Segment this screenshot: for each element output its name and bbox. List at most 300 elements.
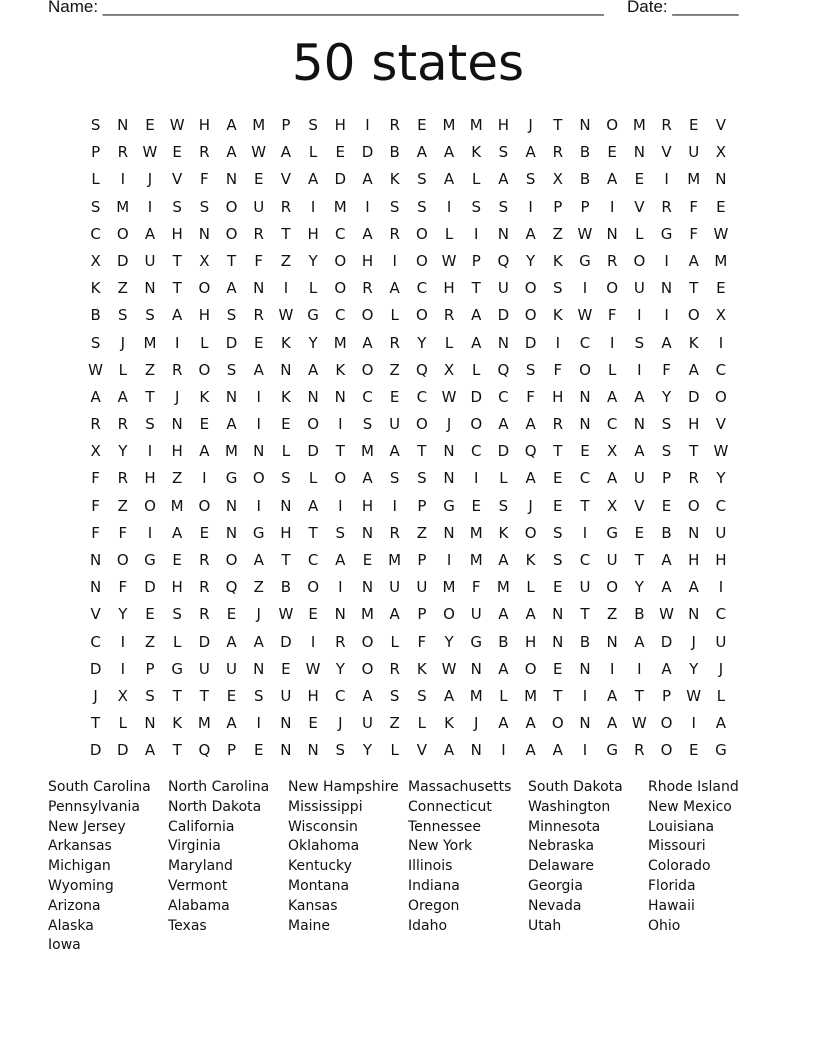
grid-letter[interactable]: N — [280, 741, 292, 760]
grid-letter[interactable]: O — [660, 741, 673, 760]
grid-letter[interactable]: G — [579, 251, 591, 270]
grid-letter[interactable]: A — [443, 741, 455, 760]
grid-letter[interactable]: A — [172, 523, 183, 542]
grid-letter[interactable]: I — [120, 632, 125, 651]
grid-letter[interactable]: E — [199, 523, 210, 542]
grid-letter[interactable]: A — [471, 306, 482, 325]
grid-letter[interactable]: Y — [526, 251, 536, 270]
grid-letter[interactable]: E — [226, 686, 237, 705]
grid-letter[interactable]: A — [661, 551, 672, 569]
grid-letter[interactable]: S — [498, 496, 509, 515]
grid-letter[interactable]: I — [310, 632, 316, 651]
grid-letter[interactable]: U — [389, 578, 401, 597]
grid-letter[interactable]: I — [120, 659, 125, 678]
grid-letter[interactable]: T — [689, 442, 699, 461]
grid-letter[interactable]: N — [198, 224, 210, 243]
grid-letter[interactable]: Y — [308, 333, 318, 352]
grid-letter[interactable]: A — [525, 415, 536, 434]
grid-letter[interactable]: S — [226, 306, 237, 325]
grid-letter[interactable]: P — [417, 605, 427, 624]
grid-letter[interactable]: A — [307, 170, 319, 189]
grid-letter[interactable]: A — [307, 360, 319, 379]
grid-letter[interactable]: A — [498, 415, 509, 434]
grid-letter[interactable]: N — [633, 415, 645, 434]
grid-letter[interactable]: Z — [389, 714, 400, 733]
grid-letter[interactable]: H — [334, 116, 346, 134]
grid-letter[interactable]: C — [579, 333, 591, 352]
grid-letter[interactable]: K — [471, 143, 482, 162]
grid-letter[interactable]: O — [443, 605, 455, 624]
grid-letter[interactable]: A — [226, 415, 237, 434]
grid-letter[interactable]: T — [553, 686, 563, 705]
grid-letter[interactable]: N — [307, 741, 319, 760]
grid-letter[interactable]: D — [144, 578, 156, 597]
grid-letter[interactable]: F — [526, 387, 535, 406]
grid-letter[interactable]: M — [524, 686, 538, 705]
grid-letter[interactable]: I — [528, 197, 533, 216]
grid-letter[interactable]: T — [281, 551, 291, 569]
grid-letter[interactable]: R — [199, 605, 210, 624]
grid-letter[interactable]: D — [198, 632, 211, 651]
grid-letter[interactable]: E — [281, 659, 291, 678]
grid-letter[interactable]: T — [580, 605, 590, 624]
grid-letter[interactable]: N — [688, 605, 700, 624]
grid-letter[interactable]: P — [662, 686, 672, 705]
grid-letter[interactable]: M — [469, 551, 483, 569]
grid-letter[interactable]: O — [334, 279, 347, 298]
grid-letter[interactable]: N — [633, 143, 645, 162]
grid-letter[interactable]: I — [147, 197, 153, 216]
grid-letter[interactable]: A — [634, 632, 645, 651]
grid-letter[interactable]: I — [147, 442, 153, 461]
grid-letter[interactable]: S — [634, 333, 645, 352]
grid-letter[interactable]: O — [361, 659, 374, 678]
grid-letter[interactable]: A — [498, 659, 509, 678]
grid-letter[interactable]: P — [417, 551, 427, 569]
grid-letter[interactable]: A — [362, 224, 373, 243]
grid-letter[interactable]: E — [607, 143, 617, 162]
grid-letter[interactable]: U — [389, 415, 401, 434]
grid-letter[interactable]: A — [389, 605, 400, 624]
grid-letter[interactable]: I — [609, 659, 615, 678]
grid-letter[interactable]: A — [607, 686, 618, 705]
grid-letter[interactable]: T — [281, 224, 291, 243]
grid-letter[interactable]: K — [280, 387, 291, 406]
grid-letter[interactable]: K — [280, 333, 291, 352]
grid-letter[interactable]: M — [469, 523, 483, 542]
grid-letter[interactable]: N — [606, 224, 618, 243]
grid-letter[interactable]: T — [199, 686, 209, 705]
grid-letter[interactable]: N — [334, 605, 346, 624]
grid-letter[interactable]: U — [497, 279, 509, 298]
grid-letter[interactable]: B — [579, 143, 591, 162]
grid-letter[interactable]: S — [525, 170, 536, 189]
grid-letter[interactable]: M — [469, 116, 483, 134]
grid-letter[interactable]: C — [362, 387, 373, 406]
grid-letter[interactable]: F — [553, 360, 563, 379]
grid-letter[interactable]: W — [305, 659, 321, 678]
grid-letter[interactable]: F — [689, 224, 699, 243]
grid-letter[interactable]: O — [524, 659, 537, 678]
grid-letter[interactable]: N — [117, 116, 129, 134]
grid-letter[interactable]: W — [713, 224, 729, 243]
grid-letter[interactable]: K — [525, 551, 536, 569]
grid-letter[interactable]: V — [715, 415, 727, 434]
grid-letter[interactable]: U — [606, 551, 618, 569]
grid-letter[interactable]: C — [715, 605, 727, 624]
grid-letter[interactable]: S — [498, 143, 509, 162]
grid-letter[interactable]: G — [715, 741, 727, 760]
grid-letter[interactable]: A — [498, 605, 509, 624]
grid-letter[interactable]: M — [496, 578, 510, 597]
grid-letter[interactable]: U — [470, 605, 482, 624]
grid-letter[interactable]: C — [470, 442, 482, 461]
grid-letter[interactable]: N — [443, 523, 455, 542]
grid-letter[interactable]: I — [664, 170, 669, 189]
grid-letter[interactable]: H — [171, 224, 183, 243]
grid-letter[interactable]: L — [499, 469, 508, 488]
grid-letter[interactable]: R — [389, 224, 400, 243]
grid-letter[interactable]: K — [389, 170, 400, 189]
grid-letter[interactable]: X — [90, 251, 101, 270]
grid-letter[interactable]: O — [606, 578, 619, 597]
grid-letter[interactable]: A — [634, 442, 645, 461]
grid-letter[interactable]: H — [361, 496, 374, 515]
grid-letter[interactable]: F — [91, 469, 100, 488]
grid-letter[interactable]: B — [634, 605, 645, 624]
grid-letter[interactable]: R — [552, 415, 563, 434]
grid-letter[interactable]: N — [225, 523, 238, 542]
grid-letter[interactable]: I — [582, 686, 588, 705]
grid-letter[interactable]: J — [446, 415, 452, 434]
grid-letter[interactable]: O — [144, 496, 156, 515]
grid-letter[interactable]: M — [714, 251, 728, 270]
grid-letter[interactable]: U — [253, 197, 265, 216]
grid-letter[interactable]: Y — [335, 659, 345, 678]
grid-letter[interactable]: N — [443, 442, 455, 461]
grid-letter[interactable]: M — [442, 578, 456, 597]
grid-letter[interactable]: E — [688, 741, 699, 760]
grid-letter[interactable]: O — [660, 714, 673, 733]
grid-letter[interactable]: S — [172, 197, 182, 216]
grid-letter[interactable]: H — [144, 469, 156, 488]
grid-letter[interactable]: A — [144, 741, 156, 760]
grid-letter[interactable]: S — [389, 686, 400, 705]
grid-letter[interactable]: J — [338, 714, 343, 733]
grid-letter[interactable]: I — [609, 197, 615, 216]
grid-letter[interactable]: G — [606, 523, 618, 542]
grid-letter[interactable]: A — [389, 442, 400, 461]
grid-letter[interactable]: Z — [416, 523, 427, 542]
grid-letter[interactable]: A — [525, 741, 536, 760]
grid-letter[interactable]: H — [524, 632, 537, 651]
grid-letter[interactable]: S — [362, 415, 373, 434]
grid-letter[interactable]: A — [280, 143, 292, 162]
grid-letter[interactable]: R — [199, 143, 210, 162]
grid-letter[interactable]: Z — [144, 632, 156, 651]
grid-letter[interactable]: R — [117, 415, 128, 434]
grid-letter[interactable]: W — [577, 306, 593, 325]
grid-letter[interactable]: B — [579, 632, 591, 651]
grid-letter[interactable]: C — [715, 360, 727, 379]
grid-letter[interactable]: O — [198, 279, 211, 298]
grid-letter[interactable]: S — [389, 469, 400, 488]
grid-letter[interactable]: N — [470, 741, 482, 760]
grid-letter[interactable]: Z — [607, 605, 618, 624]
grid-letter[interactable]: S — [145, 686, 155, 705]
grid-letter[interactable]: K — [444, 714, 454, 733]
grid-letter[interactable]: R — [117, 469, 128, 488]
grid-letter[interactable]: S — [90, 116, 101, 134]
grid-letter[interactable]: R — [90, 415, 101, 434]
grid-letter[interactable]: R — [117, 143, 128, 162]
grid-letter[interactable]: V — [172, 170, 183, 189]
grid-letter[interactable]: E — [226, 605, 237, 624]
grid-letter[interactable]: S — [118, 306, 128, 325]
grid-letter[interactable]: F — [607, 306, 617, 325]
grid-letter[interactable]: E — [417, 116, 427, 134]
grid-letter[interactable]: J — [528, 496, 533, 515]
grid-letter[interactable]: A — [226, 279, 237, 298]
grid-letter[interactable]: L — [472, 170, 481, 189]
grid-letter[interactable]: U — [715, 523, 727, 542]
grid-letter[interactable]: E — [580, 442, 590, 461]
grid-letter[interactable]: D — [497, 306, 510, 325]
grid-letter[interactable]: Y — [308, 251, 318, 270]
grid-letter[interactable]: L — [472, 360, 481, 379]
grid-letter[interactable]: E — [145, 116, 155, 134]
grid-letter[interactable]: W — [88, 360, 104, 379]
grid-letter[interactable]: O — [225, 197, 238, 216]
grid-letter[interactable]: K — [688, 333, 699, 352]
grid-letter[interactable]: S — [417, 686, 427, 705]
grid-letter[interactable]: S — [525, 360, 536, 379]
grid-letter[interactable]: Q — [198, 741, 211, 760]
grid-letter[interactable]: D — [89, 741, 102, 760]
grid-letter[interactable]: P — [662, 469, 672, 488]
grid-letter[interactable]: A — [525, 605, 536, 624]
grid-letter[interactable]: S — [553, 551, 563, 569]
grid-letter[interactable]: O — [579, 360, 591, 379]
grid-letter[interactable]: O — [225, 224, 238, 243]
grid-letter[interactable]: L — [91, 170, 100, 189]
grid-letter[interactable]: A — [525, 143, 536, 162]
grid-letter[interactable]: U — [715, 632, 727, 651]
grid-letter[interactable]: G — [144, 551, 156, 569]
grid-letter[interactable]: E — [553, 469, 563, 488]
grid-letter[interactable]: N — [552, 605, 564, 624]
grid-letter[interactable]: V — [90, 605, 101, 624]
grid-letter[interactable]: I — [637, 360, 642, 379]
grid-letter[interactable]: N — [280, 360, 292, 379]
grid-letter[interactable]: A — [688, 360, 699, 379]
grid-letter[interactable]: L — [118, 360, 127, 379]
grid-letter[interactable]: S — [90, 197, 101, 216]
grid-letter[interactable]: O — [415, 251, 428, 270]
grid-letter[interactable]: S — [335, 741, 346, 760]
grid-letter[interactable]: F — [118, 523, 128, 542]
grid-letter[interactable]: N — [225, 170, 238, 189]
grid-letter[interactable]: P — [471, 251, 481, 270]
grid-letter[interactable]: U — [633, 469, 645, 488]
grid-letter[interactable]: M — [388, 551, 402, 569]
grid-letter[interactable]: N — [89, 551, 102, 569]
grid-letter[interactable]: A — [607, 714, 618, 733]
grid-letter[interactable]: V — [661, 143, 672, 162]
grid-letter[interactable]: E — [253, 333, 264, 352]
grid-letter[interactable]: K — [199, 387, 210, 406]
grid-letter[interactable]: R — [606, 251, 618, 270]
grid-letter[interactable]: I — [664, 251, 669, 270]
grid-letter[interactable]: H — [171, 578, 183, 597]
grid-letter[interactable]: W — [441, 387, 457, 406]
grid-letter[interactable]: D — [280, 632, 292, 651]
grid-letter[interactable]: Y — [118, 442, 128, 461]
grid-letter[interactable]: P — [91, 143, 101, 162]
grid-letter[interactable]: K — [335, 360, 346, 379]
grid-letter[interactable]: D — [470, 387, 482, 406]
grid-letter[interactable]: A — [443, 686, 455, 705]
grid-letter[interactable]: U — [633, 279, 645, 298]
grid-letter[interactable]: O — [334, 469, 347, 488]
grid-letter[interactable]: L — [200, 333, 209, 352]
grid-letter[interactable]: L — [390, 741, 399, 760]
grid-letter[interactable]: J — [174, 387, 180, 406]
grid-letter[interactable]: O — [687, 496, 700, 515]
grid-letter[interactable]: O — [715, 387, 727, 406]
grid-letter[interactable]: A — [525, 469, 536, 488]
grid-letter[interactable]: O — [606, 116, 619, 134]
grid-letter[interactable]: B — [90, 306, 101, 325]
grid-letter[interactable]: I — [392, 496, 397, 515]
grid-letter[interactable]: O — [361, 306, 374, 325]
grid-letter[interactable]: H — [688, 551, 700, 569]
grid-letter[interactable]: C — [498, 387, 509, 406]
grid-letter[interactable]: A — [144, 224, 156, 243]
grid-letter[interactable]: E — [362, 551, 373, 569]
grid-letter[interactable]: I — [147, 523, 153, 542]
grid-letter[interactable]: G — [470, 632, 483, 651]
grid-letter[interactable]: L — [417, 714, 427, 733]
grid-letter[interactable]: O — [361, 360, 374, 379]
grid-letter[interactable]: J — [256, 605, 261, 624]
grid-letter[interactable]: N — [606, 632, 618, 651]
grid-letter[interactable]: E — [172, 143, 182, 162]
grid-letter[interactable]: A — [253, 551, 264, 569]
grid-letter[interactable]: T — [91, 714, 101, 733]
grid-letter[interactable]: S — [172, 605, 182, 624]
grid-letter[interactable]: S — [308, 116, 318, 134]
grid-letter[interactable]: F — [471, 578, 481, 597]
grid-letter[interactable]: F — [417, 632, 427, 651]
grid-letter[interactable]: N — [715, 170, 727, 189]
grid-letter[interactable]: S — [335, 523, 346, 542]
grid-letter[interactable]: S — [145, 415, 155, 434]
grid-letter[interactable]: M — [687, 170, 701, 189]
grid-letter[interactable]: L — [499, 686, 508, 705]
grid-letter[interactable]: G — [171, 659, 183, 678]
grid-letter[interactable]: R — [688, 469, 699, 488]
grid-letter[interactable]: B — [498, 632, 509, 651]
grid-letter[interactable]: S — [471, 197, 481, 216]
grid-letter[interactable]: W — [577, 224, 593, 243]
grid-letter[interactable]: A — [226, 143, 237, 162]
grid-letter[interactable]: I — [338, 578, 343, 597]
grid-letter[interactable]: N — [361, 523, 374, 542]
grid-letter[interactable]: I — [338, 496, 343, 515]
grid-letter[interactable]: O — [415, 415, 428, 434]
grid-letter[interactable]: O — [524, 306, 537, 325]
grid-letter[interactable]: W — [142, 143, 158, 162]
grid-letter[interactable]: E — [716, 197, 726, 216]
grid-letter[interactable]: Q — [497, 360, 510, 379]
grid-letter[interactable]: E — [253, 741, 264, 760]
grid-letter[interactable]: P — [227, 741, 237, 760]
grid-letter[interactable]: S — [389, 197, 400, 216]
grid-letter[interactable]: C — [606, 415, 618, 434]
grid-letter[interactable]: H — [307, 224, 319, 243]
grid-letter[interactable]: C — [335, 224, 346, 243]
grid-letter[interactable]: S — [145, 306, 155, 325]
grid-letter[interactable]: A — [661, 578, 672, 597]
grid-letter[interactable]: Y — [634, 578, 644, 597]
grid-letter[interactable]: C — [90, 224, 101, 243]
grid-letter[interactable]: E — [553, 578, 563, 597]
grid-letter[interactable]: O — [198, 360, 211, 379]
grid-letter[interactable]: E — [688, 116, 699, 134]
grid-letter[interactable]: D — [307, 442, 319, 461]
grid-letter[interactable]: D — [117, 741, 129, 760]
grid-letter[interactable]: V — [634, 197, 645, 216]
grid-letter[interactable]: P — [145, 659, 155, 678]
grid-letter[interactable]: P — [553, 197, 563, 216]
grid-letter[interactable]: N — [361, 578, 374, 597]
grid-letter[interactable]: F — [662, 360, 671, 379]
grid-letter[interactable]: E — [634, 170, 645, 189]
grid-letter[interactable]: Y — [118, 605, 128, 624]
grid-letter[interactable]: O — [334, 251, 347, 270]
grid-letter[interactable]: Z — [117, 279, 128, 298]
grid-letter[interactable]: F — [91, 496, 100, 515]
grid-letter[interactable]: P — [580, 197, 590, 216]
grid-letter[interactable]: R — [362, 279, 373, 298]
grid-letter[interactable]: A — [498, 170, 509, 189]
grid-letter[interactable]: F — [254, 251, 264, 270]
grid-letter[interactable]: O — [633, 251, 646, 270]
grid-letter[interactable]: O — [307, 578, 319, 597]
grid-letter[interactable]: N — [307, 387, 319, 406]
grid-letter[interactable]: O — [415, 224, 428, 243]
grid-letter[interactable]: X — [715, 143, 727, 162]
grid-letter[interactable]: T — [580, 496, 590, 515]
grid-letter[interactable]: M — [333, 197, 347, 216]
grid-letter[interactable]: Y — [689, 659, 699, 678]
grid-letter[interactable]: S — [661, 442, 672, 461]
grid-letter[interactable]: M — [143, 333, 157, 352]
grid-letter[interactable]: I — [256, 387, 261, 406]
grid-letter[interactable]: N — [280, 496, 292, 515]
grid-letter[interactable]: W — [631, 714, 647, 733]
grid-letter[interactable]: C — [90, 632, 101, 651]
grid-letter[interactable]: Q — [524, 442, 537, 461]
grid-letter[interactable]: I — [256, 496, 261, 515]
grid-letter[interactable]: U — [198, 659, 210, 678]
grid-letter[interactable]: X — [715, 306, 727, 325]
grid-letter[interactable]: D — [334, 170, 347, 189]
grid-letter[interactable]: R — [253, 306, 264, 325]
grid-letter[interactable]: L — [444, 333, 454, 352]
grid-letter[interactable]: I — [474, 469, 479, 488]
